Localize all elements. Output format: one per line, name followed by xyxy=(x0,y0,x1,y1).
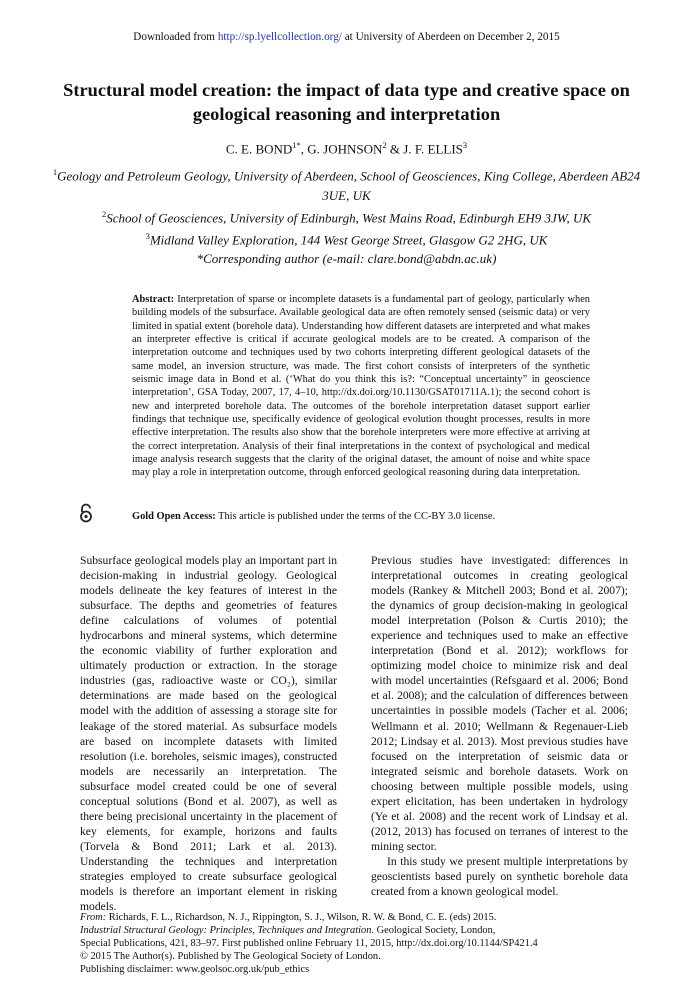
abstract xyxy=(132,293,590,480)
abstract-label: Abstract: xyxy=(132,294,175,305)
open-access-text: This article is published under the terms of the CC-BY 3.0 license. xyxy=(215,511,496,522)
affiliation-2 xyxy=(40,205,653,228)
affiliation-number: 3 xyxy=(145,231,150,241)
body-paragraph: Subsurface geological models play an important part in decision-making in industrial geology. Geological models delineate the key features of interest in the subsurface. The depths and geometries of features define calculations of volumes of potential hydrocarbons and mineral systems, which determine the economic viability of further exploration and ultimately production or extraction. In the storage industries (gas, radioactive waste or CO₂), similar determinations are made based on the geological model with the addition of assessing a storage site for leakage of the stored material. As subsurface models are based on incomplete datasets with limited resolution (i.e. boreholes, seismic images), constructed models are necessarily an interpretation. The subsurface model created could be one of several conceptual solutions (Bond et al. 2007), as well as there being precisional uncertainty in the placement of key elements, for example, horizons and faults (Torvela & Bond 2011; Lark et al. 2013). Understanding the techniques and interpretation strategies employed to create subsurface geological models is therefore an important element in risking models. xyxy=(80,554,337,914)
body-paragraph: In this study we present multiple interpretations by geoscientists based purely on synthetic borehole data created from a known geological model. xyxy=(371,854,628,899)
footer-from-label: From: xyxy=(80,912,107,923)
open-access-label: Gold Open Access: xyxy=(132,511,216,522)
affiliation-number: 2 xyxy=(101,209,107,219)
author-name: & J. F. ELLIS xyxy=(386,141,463,157)
author-list xyxy=(0,140,693,157)
footer-disclaimer: Publishing disclaimer: www.geolsoc.org.uk/pub_ethics xyxy=(80,964,310,976)
footer-from-line xyxy=(80,911,620,924)
affiliation-number: 1 xyxy=(52,167,58,177)
abstract-text: Interpretation of sparse or incomplete datasets is a fundamental part of geology, particularly when building models of the subsurface. Available geological data are often remotely sensed (seismic data) or very limited in spatial extent (borehole data). Understanding how different datasets are interpreted and what makes an interpreter effective is critical if accurate geological models are to be created. A comparison of the interpretation outcome and techniques used by two cohorts interpreting different geological datasets of the same model, an inversion structure, was made. The first cohort consists of interpreters of the synthetic seismic image data in Bond et al. (‘What do you think this is?: “Conceptual uncertainty” in geoscience interpretation’, GSA Today, 2007, 17, 4–10, http://dx.doi.org/10.1130/GSAT01711A.1); the second cohort is new and interpreted borehole data. The outcomes of the borehole interpretation dataset support earlier findings that technique use, specifically evidence of geological evolution thought processes, results in more effective interpretation. The results also show that the borehole interpreters were more effective at arriving at the correct interpretation. Analysis of their final interpretations in the context of psychological and medical image analysis research suggests that the clarity of the original dataset, the amount of noise and white space may play a role in interpretation outcome, through enforced geological reasoning during data interpretation. xyxy=(132,294,590,479)
author-affiliation-mark: 1* xyxy=(292,140,301,150)
citation-footer xyxy=(80,911,620,976)
footer-book-line xyxy=(80,924,620,937)
footer-publication: Special Publications, 421, 83–97. First published online February 11, 2015, http://dx.doi.org/10.1144/SP421.4 xyxy=(80,938,538,950)
author-name: C. E. BOND xyxy=(225,141,293,157)
affiliation-text: School of Geosciences, University of Edinburgh, West Mains Road, Edinburgh EH9 3JW, UK xyxy=(106,210,592,226)
body-paragraph: Previous studies have investigated: differences in interpretational outcomes in creating geological models (Rankey & Mitchell 2003; Bond et al. 2007); the dynamics of group decision-making in geological model interpretation (Polson & Curtis 2010); the experience and techniques used to make an effective interpretation (Bond et al. 2012); workflows for optimizing model choice to minimize risk and deal with model uncertainties (Refsgaard et al. 2006; Bond et al. 2008); and the calculation of differences between uncertainties in possible models (Tacher et al. 2006; Wellmann et al. 2010; Wellmann & Regenauer-Lieb 2012; Lindsay et al. 2013). Most previous studies have focused on the interpretation of seismic data or integrated seismic and borehole datasets. Work on choosing between multiple possible models, using expert elicitation, has been undertaken in hydrology (Ye et al. 2008) and the recent work of Lindsay et al. (2012, 2013) has focused on terranes of interest to the mining sector. xyxy=(371,554,628,853)
corresponding-author: *Corresponding author (e-mail: clare.bond@abdn.ac.uk) xyxy=(196,251,497,266)
download-prefix: Downloaded from xyxy=(133,31,218,43)
paper-title: Structural model creation: the impact of data type and creative space on geological reasoning and interpretation xyxy=(63,80,630,124)
affiliation-text: Geology and Petroleum Geology, University of Aberdeen, School of Geosciences, King College, Aberdeen AB24 3UE, UK xyxy=(57,168,641,203)
footer-book-publisher: . Geological Society, London, xyxy=(371,925,496,937)
footer-book-title: Industrial Structural Geology: Principles, Techniques and Integration xyxy=(80,925,372,937)
author-name: , G. JOHNSON xyxy=(300,141,383,157)
affiliation-text: Midland Valley Exploration, 144 West George Street, Glasgow G2 2HG, UK xyxy=(149,232,548,248)
download-notice xyxy=(0,31,693,43)
download-link[interactable]: http://sp.lyellcollection.org/ xyxy=(217,31,342,43)
affiliation-3 xyxy=(40,227,653,250)
body-column-left xyxy=(80,553,337,914)
footer-editors: Richards, F. L., Richardson, N. J., Rippington, S. J., Wilson, R. W. & Bond, C. E. (eds) 2015. xyxy=(106,912,497,923)
open-lock-icon xyxy=(78,503,94,523)
author-affiliation-mark: 2 xyxy=(382,140,387,150)
download-suffix: at University of Aberdeen on December 2, 2015 xyxy=(341,31,560,43)
body-column-right xyxy=(371,553,628,899)
affiliation-1 xyxy=(40,163,653,205)
open-access-notice xyxy=(132,511,590,522)
author-affiliation-mark: 3 xyxy=(462,140,468,150)
footer-copyright: © 2015 The Author(s). Published by The Geological Society of London. xyxy=(80,951,381,963)
